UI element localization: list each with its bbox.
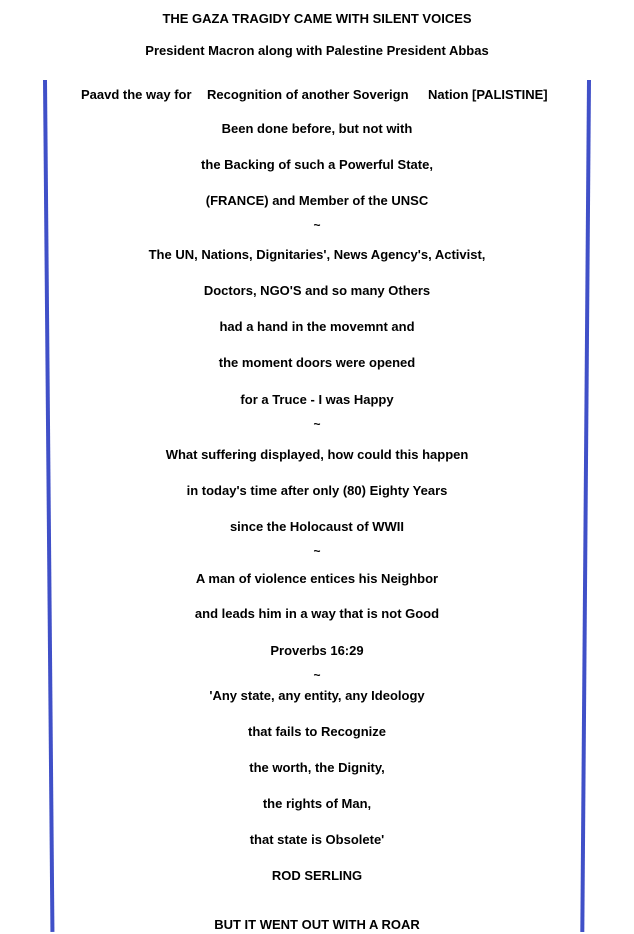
poem-line: since the Holocaust of WWII	[229, 519, 405, 534]
first-line-part1: Paavd the way for	[81, 87, 192, 102]
poem-line: for a Truce - I was Happy	[240, 392, 394, 407]
poem-line: had a hand in the movemnt and	[219, 319, 415, 334]
poem-line: and leads him in a way that is not Good	[194, 606, 440, 621]
page-title: THE GAZA TRAGIDY CAME WITH SILENT VOICES	[162, 11, 472, 26]
poem-line: the rights of Man,	[262, 796, 372, 811]
poem-line: Doctors, NGO'S and so many Others	[203, 283, 431, 298]
poem-line: (FRANCE) and Member of the UNSC	[205, 193, 429, 208]
poem-line: What suffering displayed, how could this happen	[165, 447, 469, 462]
first-line-part2: Recognition of another Soverign	[207, 87, 409, 102]
separator-tilde: ~	[313, 668, 321, 682]
page-subtitle: President Macron along with Palestine President Abbas	[145, 43, 489, 58]
poem-line: Proverbs 16:29	[270, 643, 364, 658]
first-line-part3: Nation [PALISTINE]	[428, 87, 548, 102]
poem-line: The UN, Nations, Dignitaries', News Agency's, Activist,	[148, 247, 486, 262]
poem-line: that fails to Recognize	[248, 724, 386, 739]
separator-tilde: ~	[313, 218, 321, 232]
poem-line: BUT IT WENT OUT WITH A ROAR	[214, 917, 420, 932]
poem-line: A man of violence entices his Neighbor	[195, 571, 439, 586]
poem-line: the moment doors were opened	[218, 355, 416, 370]
poem-line: 'Any state, any entity, any Ideology	[209, 688, 425, 703]
poem-line: that state is Obsolete'	[249, 832, 385, 847]
separator-tilde: ~	[313, 417, 321, 431]
poem-line: ROD SERLING	[271, 868, 363, 883]
separator-tilde: ~	[313, 544, 321, 558]
poem-line: the Backing of such a Powerful State,	[201, 157, 433, 172]
poem-line: Been done before, but not with	[221, 121, 413, 136]
poem-line: the worth, the Dignity,	[249, 760, 385, 775]
poem-line: in today's time after only (80) Eighty Years	[186, 483, 448, 498]
